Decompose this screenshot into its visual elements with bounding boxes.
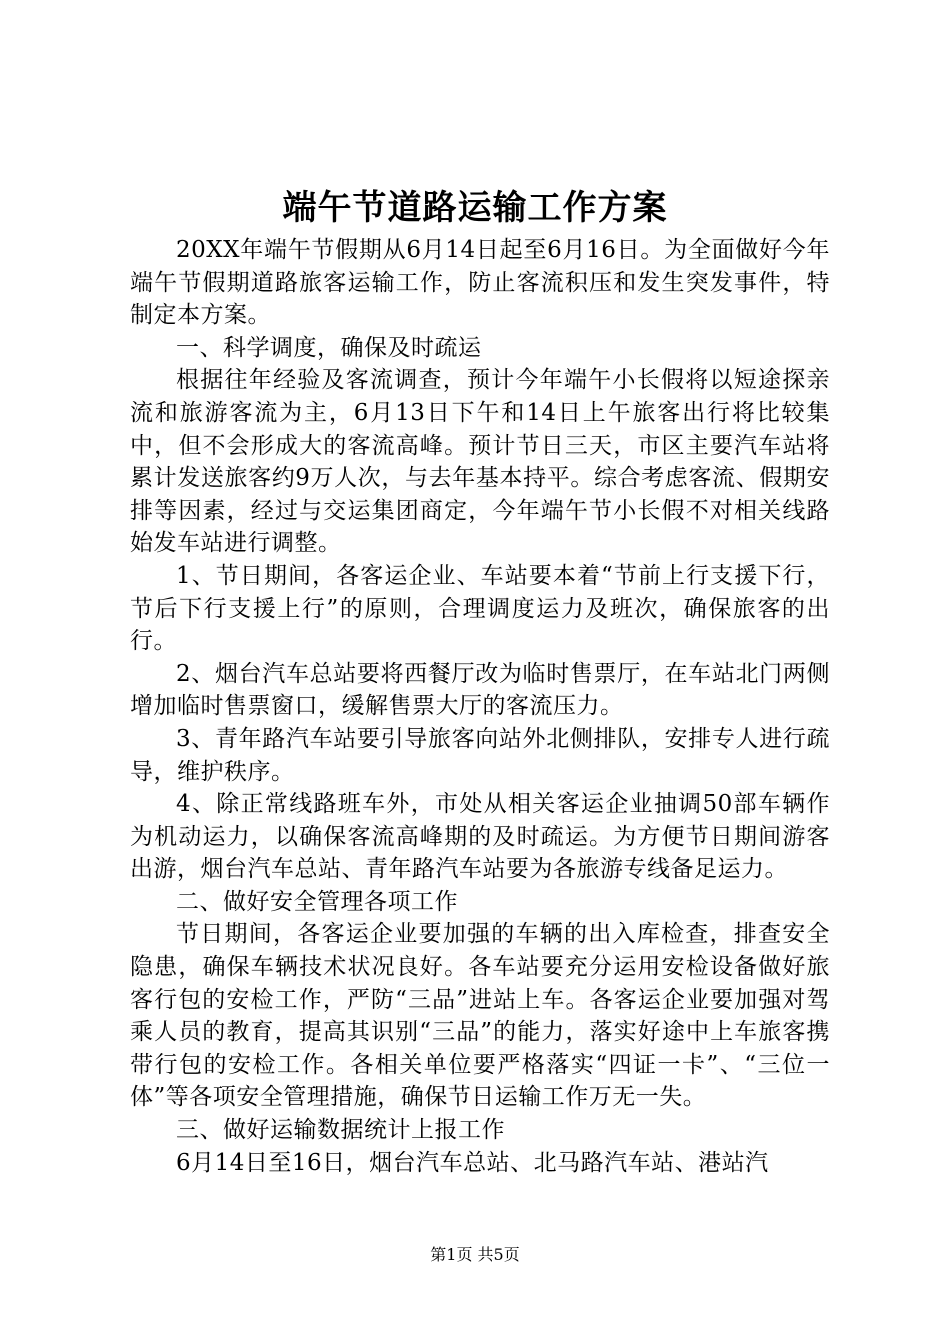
section-2-paragraph: 节日期间，各客运企业要加强的车辆的出入库检查，排查安全隐患，确保车辆技术状况良好。各车站要充分运用安检设备做好旅客行包的安检工作，严防“三品”进站上车。各客运企业要加强对驾乘人员的教育，提高其识别“三品”的能力，落实好途中上车旅客携带行包的安检工作。各相关单位要严格落实“四证一卡”、“三位一体”等各项安全管理措施，确保节日运输工作万无一失。 [130, 921, 830, 1111]
section-heading-1: 一、科学调度，确保及时疏运 [176, 334, 482, 361]
section-3-paragraph: 6月14日至16日，烟台汽车总站、北马路汽车站、港站汽 [176, 1149, 769, 1176]
list-item-3: 3、青年路汽车站要引导旅客向站外北侧排队，安排专人进行疏导，维护秩序。 [130, 725, 830, 785]
list-item-2: 2、烟台汽车总站要将西餐厅改为临时售票厅，在车站北门两侧增加临时售票窗口，缓解售票大厅的客流压力。 [130, 660, 830, 720]
document-title: 端午节道路运输工作方案 [282, 188, 668, 228]
section-heading-2: 二、做好安全管理各项工作 [176, 888, 458, 915]
document-body [130, 234, 830, 1179]
section-heading-3: 三、做好运输数据统计上报工作 [176, 1117, 505, 1144]
intro-paragraph: 20XX年端午节假期从6月14日起至6月16日。为全面做好今年端午节假期道路旅客运输工作，防止客流积压和发生突发事件，特制定本方案。 [130, 237, 830, 329]
page-footer: 第1页 共5页 [430, 1245, 520, 1264]
list-item-4: 4、除正常线路班车外，市处从相关客运企业抽调50部车辆作为机动运力，以确保客流高峰期的及时疏运。为方便节日期间游客出游，烟台汽车总站、青年路汽车站要为各旅游专线备足运力。 [130, 791, 830, 883]
list-item-1: 1、节日期间，各客运企业、车站要本着“节前上行支援下行，节后下行支援上行”的原则，合理调度运力及班次，确保旅客的出行。 [130, 562, 830, 655]
section-1-paragraph: 根据往年经验及客流调查，预计今年端午小长假将以短途探亲流和旅游客流为主，6月13日下午和14日上午旅客出行将比较集中，但不会形成大的客流高峰。预计节日三天，市区主要汽车站将累计发送旅客约9万人次，与去年基本持平。综合考虑客流、假期安排等因素，经过与交运集团商定，今年端午节小长假不对相关线路始发车站进行调整。 [130, 367, 830, 557]
